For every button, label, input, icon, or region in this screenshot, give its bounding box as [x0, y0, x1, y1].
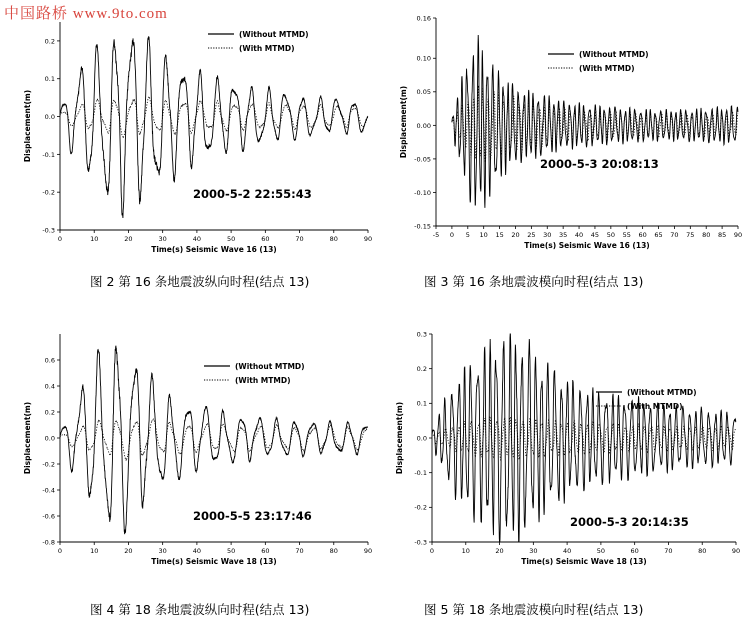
svg-text:Displacement(m): Displacement(m): [395, 401, 404, 475]
svg-text:0.2: 0.2: [44, 37, 55, 46]
figure-4-plot: [8, 320, 378, 582]
svg-text:55: 55: [622, 231, 631, 239]
svg-text:2000-5-3 20:14:35: 2000-5-3 20:14:35: [570, 515, 689, 529]
svg-text:Time(s) Seismic Wave 18 (13): Time(s) Seismic Wave 18 (13): [521, 557, 647, 566]
svg-text:0.2: 0.2: [416, 365, 427, 374]
svg-text:60: 60: [261, 235, 270, 243]
svg-text:60: 60: [630, 547, 639, 555]
svg-text:15: 15: [495, 231, 504, 239]
svg-text:30: 30: [158, 235, 167, 243]
svg-text:40: 40: [574, 231, 584, 239]
svg-text:50: 50: [606, 231, 615, 239]
svg-text:65: 65: [654, 231, 663, 239]
svg-text:-0.1: -0.1: [42, 150, 55, 159]
svg-text:-0.3: -0.3: [42, 226, 55, 235]
svg-text:80: 80: [698, 547, 707, 555]
svg-text:Displacement(m): Displacement(m): [23, 89, 32, 163]
svg-text:0.0: 0.0: [44, 112, 55, 121]
svg-text:10: 10: [461, 547, 470, 555]
svg-text:0.16: 0.16: [416, 14, 431, 23]
svg-text:0.4: 0.4: [44, 382, 55, 391]
svg-text:60: 60: [261, 547, 270, 555]
svg-text:0: 0: [57, 547, 63, 555]
svg-text:-0.10: -0.10: [414, 188, 431, 197]
svg-text:0.3: 0.3: [416, 330, 427, 339]
svg-text:-0.8: -0.8: [42, 538, 55, 547]
svg-text:50: 50: [596, 547, 606, 555]
svg-text:(With MTMD): (With MTMD): [235, 376, 291, 385]
svg-text:40: 40: [192, 547, 202, 555]
svg-text:-0.4: -0.4: [42, 486, 55, 495]
figure-2-plot: [8, 8, 378, 268]
svg-text:(With MTMD): (With MTMD): [627, 402, 683, 411]
figure-5-plot: [380, 320, 746, 582]
svg-text:(Without MTMD): (Without MTMD): [579, 50, 649, 59]
svg-text:60: 60: [638, 231, 647, 239]
svg-text:(With MTMD): (With MTMD): [579, 64, 635, 73]
svg-text:25: 25: [527, 231, 536, 239]
svg-text:Time(s) Seismic Wave 16 (13): Time(s) Seismic Wave 16 (13): [524, 241, 650, 250]
svg-text:90: 90: [363, 235, 373, 243]
svg-text:0: 0: [429, 547, 435, 555]
svg-text:10: 10: [90, 547, 99, 555]
svg-text:Displacement(m): Displacement(m): [399, 85, 408, 159]
svg-text:80: 80: [702, 231, 711, 239]
svg-text:(With MTMD): (With MTMD): [239, 44, 295, 53]
figure-2-caption: 图 2 第 16 条地震波纵向时程(结点 13): [90, 274, 310, 289]
figure-4-svg: [8, 320, 378, 582]
svg-text:20: 20: [124, 547, 133, 555]
svg-text:90: 90: [731, 547, 741, 555]
figure-3-caption: 图 3 第 16 条地震波模向时程(结点 13): [424, 274, 644, 289]
svg-text:0.10: 0.10: [416, 54, 431, 63]
svg-text:-5: -5: [432, 231, 440, 239]
svg-text:Time(s) Seismic Wave 18 (13): Time(s) Seismic Wave 18 (13): [151, 557, 277, 566]
svg-text:40: 40: [192, 235, 202, 243]
svg-text:-0.1: -0.1: [414, 469, 427, 478]
figure-4-caption: 图 4 第 18 条地震波纵向时程(结点 13): [90, 602, 310, 617]
svg-text:-0.6: -0.6: [42, 512, 55, 521]
figure-3-plot: [380, 4, 746, 266]
svg-text:70: 70: [295, 547, 304, 555]
svg-text:80: 80: [329, 547, 338, 555]
svg-text:(Without MTMD): (Without MTMD): [235, 362, 305, 371]
svg-text:-0.15: -0.15: [414, 222, 431, 231]
svg-text:90: 90: [733, 231, 743, 239]
svg-text:0: 0: [57, 235, 63, 243]
svg-text:-0.3: -0.3: [414, 538, 427, 547]
svg-text:0.00: 0.00: [416, 121, 431, 130]
svg-text:(Without MTMD): (Without MTMD): [627, 388, 697, 397]
svg-text:75: 75: [686, 231, 695, 239]
svg-text:Time(s) Seismic Wave 16 (13): Time(s) Seismic Wave 16 (13): [151, 245, 277, 254]
svg-text:90: 90: [363, 547, 373, 555]
figure-5-caption: 图 5 第 18 条地震波模向时程(结点 13): [424, 602, 644, 617]
svg-text:30: 30: [529, 547, 538, 555]
svg-text:-0.2: -0.2: [414, 503, 427, 512]
svg-text:80: 80: [329, 235, 338, 243]
svg-text:35: 35: [559, 231, 568, 239]
svg-text:0.05: 0.05: [416, 88, 431, 97]
svg-text:30: 30: [543, 231, 552, 239]
svg-text:2000-5-2 22:55:43: 2000-5-2 22:55:43: [193, 187, 312, 201]
figure-2-svg: [8, 8, 378, 268]
svg-text:2000-5-3 20:08:13: 2000-5-3 20:08:13: [540, 157, 659, 171]
svg-text:20: 20: [511, 231, 520, 239]
svg-text:20: 20: [495, 547, 504, 555]
svg-text:70: 70: [664, 547, 673, 555]
svg-text:70: 70: [670, 231, 679, 239]
svg-text:(Without MTMD): (Without MTMD): [239, 30, 309, 39]
svg-text:0.0: 0.0: [416, 434, 427, 443]
svg-text:40: 40: [562, 547, 572, 555]
svg-text:Displacement(m): Displacement(m): [23, 401, 32, 475]
figure-3-svg: [380, 4, 746, 266]
svg-text:70: 70: [295, 235, 304, 243]
svg-text:0.2: 0.2: [44, 408, 55, 417]
svg-text:20: 20: [124, 235, 133, 243]
svg-text:0.0: 0.0: [44, 434, 55, 443]
svg-text:-0.2: -0.2: [42, 188, 55, 197]
svg-text:85: 85: [717, 231, 727, 239]
svg-text:50: 50: [226, 235, 236, 243]
svg-text:-0.05: -0.05: [414, 155, 431, 164]
svg-text:10: 10: [90, 235, 99, 243]
svg-text:0.1: 0.1: [416, 399, 427, 408]
svg-text:2000-5-5 23:17:46: 2000-5-5 23:17:46: [193, 509, 312, 523]
svg-text:30: 30: [158, 547, 167, 555]
svg-text:10: 10: [479, 231, 488, 239]
svg-text:-0.2: -0.2: [42, 460, 55, 469]
svg-text:0.1: 0.1: [44, 75, 55, 84]
figure-5-svg: [380, 320, 746, 582]
svg-text:5: 5: [465, 231, 470, 239]
svg-text:50: 50: [226, 547, 236, 555]
svg-text:45: 45: [590, 231, 600, 239]
watermark: 中国路桥 www.9to.com: [4, 6, 168, 22]
svg-text:0.6: 0.6: [44, 356, 55, 365]
svg-text:0: 0: [449, 231, 454, 239]
